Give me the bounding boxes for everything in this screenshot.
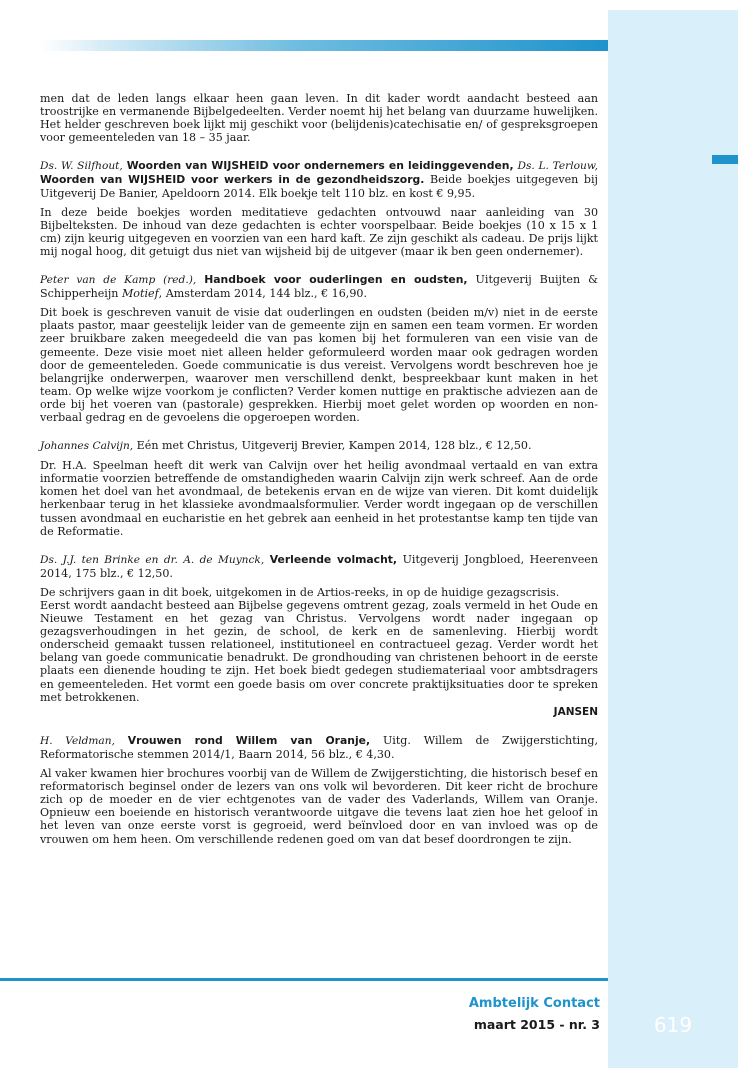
book-reference bbox=[40, 159, 598, 199]
book-author: H. Veldman, bbox=[40, 734, 115, 747]
book-reference bbox=[40, 273, 598, 300]
paragraph: Dr. H.A. Speelman heeft dit werk van Calvijn over het heilig avondmaal vertaald en van extra informatie voorzien betreffende de omstandigheden waarin Calvijn zijn werk schreef. Aan de orde komen het doel van het avondmaal, de betekenis ervan en de wijze van vieren. Dit komt duidelijk herkenbaar terug in het klassieke avondmaalsformulier. Verder wordt ingegaan op de verschillen tussen avondmaal en eucharistie en het gebrek aan eenheid in het protestantse kamp ten tijde van de Reformatie. bbox=[40, 459, 598, 538]
book-reference bbox=[40, 553, 598, 580]
book-author: Johannes Calvijn, bbox=[40, 440, 134, 453]
book-publication: Uitg. Willem de Zwijgerstichting, Reformatorische stemmen 2014/1, Baarn 2014, 56 blz., € 4,30. bbox=[40, 733, 598, 761]
paragraph: Dit boek is geschreven vanuit de visie dat ouderlingen en oudsten (beiden m/v) niet in de eerste plaats pastor, maar geestelijk leider van de gemeente zijn en samen een team vormen. Er worden zeer bruikbare zaken meegedeeld die van pas komen bij het formuleren van een visie van de gemeente. Deze visie moet niet alleen helder geformuleerd worden maar ook gedragen worden door de gemeenteleden. Goede communicatie is dus vereist. Vervolgens wordt beschreven hoe je belangrijke onderwerpen, waarover men verschillend denkt, bespreekbaar kunt maken in het team. Op welke wijze voorkom je conflicten? Verder komen nuttige en praktische adviezen aan de orde bij het voeren van (pastorale) gesprekken. Hierbij moet gelet worden op woorden en non-verbaal gedrag en de gevoelens die opgeroepen worden. bbox=[40, 306, 598, 424]
journal-name: Ambtelijk Contact bbox=[468, 996, 600, 1011]
book-title: Woorden van WIJSHEID voor werkers in de gezondheidszorg. bbox=[40, 173, 425, 187]
side-marker bbox=[712, 155, 738, 164]
paragraph: In deze beide boekjes worden meditatieve gedachten ontvouwd naar aanleiding van 30 Bijbelteksten. De inhoud van deze gedachten is echter voorspelbaar. Beide boekjes (10 x 15 x 1 cm) zijn keurig uitgegeven en voorzien van een hard kaft. Ze zijn geschikt als cadeau. De prijs lijkt mij nogal hoog, dit getuigt dus niet van wijsheid bij de uitgever (maar ik ben geen ondernemer). bbox=[40, 205, 598, 258]
book-author: Peter van de Kamp (red.), bbox=[40, 274, 197, 287]
article-body bbox=[40, 92, 598, 846]
book-publication: Uitgeverij Jongbloed, Heerenveen 2014, 175 blz., € 12,50. bbox=[40, 552, 598, 580]
book-publication: Eén met Christus, Uitgeverij Brevier, Kampen 2014, 128 blz., € 12,50. bbox=[136, 439, 532, 453]
book-publication: Beide boekjes uitgegeven bij Uitgeverij De Banier, Apeldoorn 2014. Elk boekje telt 110 blz. en kost € 9,95. bbox=[40, 173, 598, 200]
header-gradient-bar bbox=[40, 40, 608, 51]
series-name: Motief bbox=[121, 287, 159, 301]
book-publication: , Amsterdam 2014, 144 blz., € 16,90. bbox=[158, 287, 367, 301]
book-title: Woorden van WIJSHEID voor ondernemers en leidinggevenden, bbox=[126, 159, 514, 173]
book-reference bbox=[40, 734, 598, 761]
book-author: Ds. L. Terlouw, bbox=[517, 160, 599, 173]
book-author: Ds. W. Silfhout, bbox=[40, 160, 123, 173]
paragraph: De schrijvers gaan in dit boek, uitgekomen in de Artios-reeks, in op de huidige gezagscrisis. bbox=[40, 585, 560, 599]
footer-rule bbox=[0, 978, 608, 981]
book-title: Verleende volmacht, bbox=[269, 552, 398, 566]
book-author: Ds. J.J. ten Brinke en dr. A. de Muynck, bbox=[40, 553, 265, 566]
side-column bbox=[608, 10, 738, 1068]
book-publication: Uitgeverij Buijten & Schipperheijn bbox=[40, 273, 599, 301]
page-number: 619 bbox=[653, 1013, 693, 1037]
paragraph: men dat de leden langs elkaar heen gaan leven. In dit kader wordt aandacht besteed aan troostrijke en vermanende Bijbelgedeelten. Verder noemt hij het belang van duurzame huwelijken. Het helder geschreven boek lijkt mij geschikt voor (belijdenis)catechisatie en/ of gespreksgroepen voor gemeenteleden van 18 – 35 jaar. bbox=[40, 92, 598, 145]
reviewer-signature: JANSEN bbox=[553, 705, 598, 718]
paragraph: Eerst wordt aandacht besteed aan Bijbelse gegevens omtrent gezag, zoals vermeld in het Oude en Nieuwe Testament en het gezag van Christus. Vervolgens wordt nader ingegaan op gezagsverhoudingen in het gezin, de school, de kerk en de samenleving. Hierbij wordt onderscheid gemaakt tussen relationeel, institutioneel en contractueel gezag. Verder wordt het belang van goede communicatie benadrukt. De grondhouding van christenen behoort in de eerste plaats een dienende houding te zijn. Het boek biedt gedegen studiemateriaal voor ambtsdragers en gemeenteleden. Het vormt een goede basis om over concrete praktijksituaties door te spreken met betrokkenen. bbox=[40, 599, 598, 704]
paragraph: Al vaker kwamen hier brochures voorbij van de Willem de Zwijgerstichting, die historisch besef en reformatorisch beginsel onder de lezers van ons volk wil bevorderen. Dit keer richt de brochure zich op de moeder en de vier echtgenotes van de vader des Vaderlands, Willem van Oranje. Opnieuw een boeiende en historisch verantwoorde uitgave die tevens laat zien hoe het geloof in het leven van onze eerste vorst is gegroeid, werd beïnvloed door en van invloed was op de vrouwen om hem heen. Om verschillende redenen goed om van dat besef doordrongen te zijn. bbox=[40, 767, 598, 846]
book-reference bbox=[40, 439, 598, 453]
issue-info: maart 2015 - nr. 3 bbox=[473, 1017, 600, 1032]
book-title: Handboek voor ouderlingen en oudsten, bbox=[204, 273, 468, 287]
book-title: Vrouwen rond Willem van Oranje, bbox=[127, 733, 371, 747]
